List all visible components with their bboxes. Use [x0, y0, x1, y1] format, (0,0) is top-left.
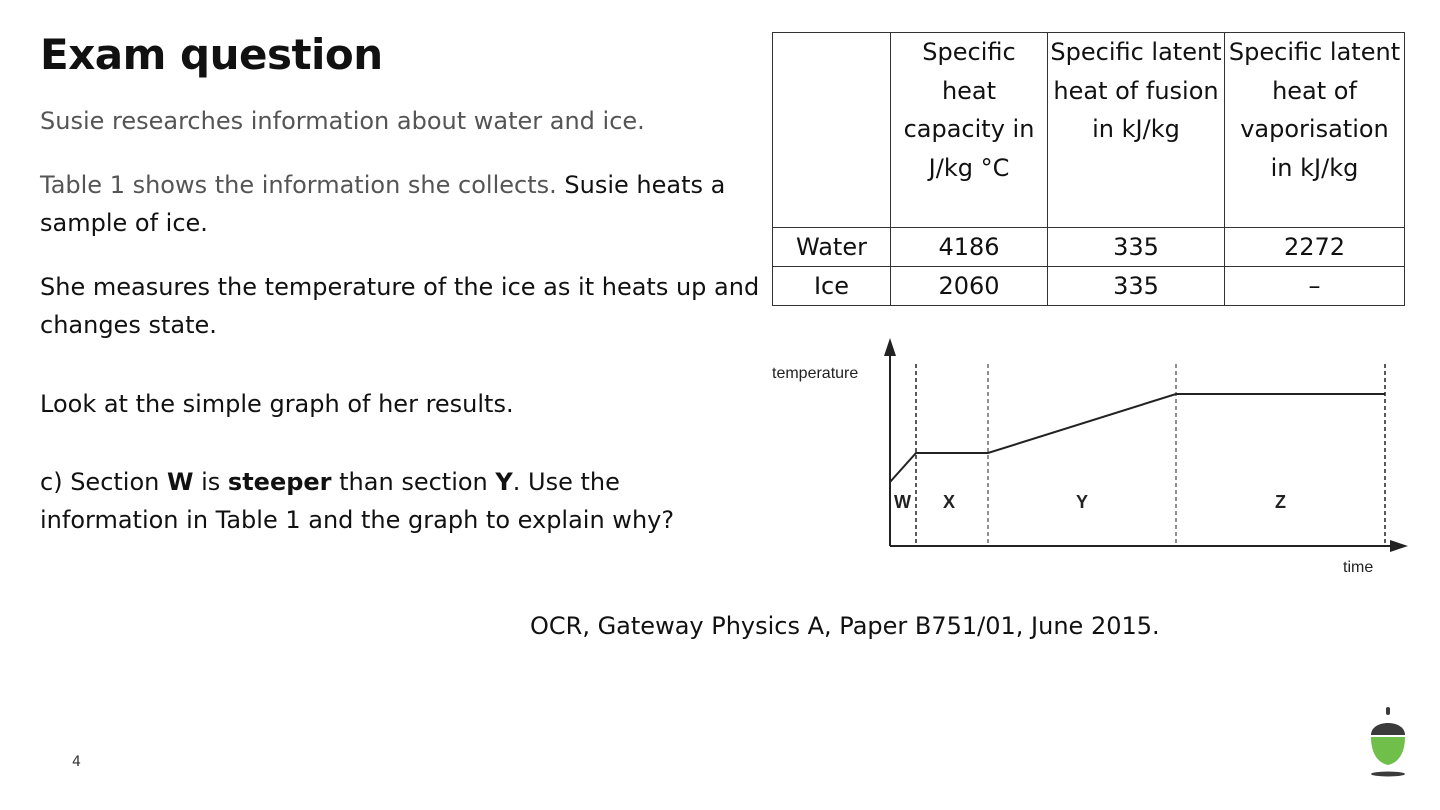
y-axis-arrow-icon: [884, 338, 896, 356]
steeper-word: steeper: [227, 468, 332, 496]
table-header-cell: [773, 33, 891, 228]
table-cell: Water: [773, 228, 891, 267]
x-axis-label: time: [1343, 559, 1374, 576]
page-title: Exam question: [40, 30, 383, 79]
section-y-label: Y: [495, 468, 513, 496]
section-label-z: Z: [1275, 492, 1286, 512]
section-label-x: X: [943, 492, 956, 512]
intro-text: Susie researches information about water and ice.: [40, 107, 645, 135]
question-c-text: [40, 463, 740, 539]
table-row: [773, 267, 1405, 306]
table-cell: Ice: [773, 267, 891, 306]
question-prefix: c) Section: [40, 468, 167, 496]
section-w-label: W: [166, 468, 194, 496]
table-cell: 335: [1048, 267, 1225, 306]
heating-curve-graph: [760, 330, 1420, 580]
section-label-w: W: [894, 492, 911, 512]
x-axis-arrow-icon: [1390, 540, 1408, 552]
table-intro-text: [40, 166, 760, 242]
table-header-cell: Specific heat capacity in J/kg °C: [891, 33, 1048, 228]
table-cell: 2272: [1225, 228, 1405, 267]
table-header-cell: Specific latent heat of vaporisation in kJ/kg: [1225, 33, 1405, 228]
question-is: is: [193, 468, 228, 496]
table-reference-text: Table 1 shows the information she collects.: [40, 171, 557, 199]
table-cell: 335: [1048, 228, 1225, 267]
table-cell: 2060: [891, 267, 1048, 306]
question-rest: . Use the information in Table 1 and the graph to explain why?: [40, 468, 675, 534]
page-number: 4: [72, 754, 81, 770]
table-cell: 4186: [891, 228, 1048, 267]
table-header-row: [773, 33, 1405, 228]
y-axis-label: temperature: [772, 365, 859, 382]
question-than: than section: [331, 468, 496, 496]
measurement-text: She measures the temperature of the ice as it heats up and changes state.: [40, 273, 760, 339]
graph-instruction-text: Look at the simple graph of her results.: [40, 390, 514, 418]
source-citation: OCR, Gateway Physics A, Paper B751/01, June 2015.: [530, 612, 1160, 640]
table-cell: –: [1225, 267, 1405, 306]
table-header-cell: Specific latent heat of fusion in kJ/kg: [1048, 33, 1225, 228]
heats-sample-text: Susie heats a sample of ice.: [40, 171, 726, 237]
acorn-logo-icon: [1365, 705, 1411, 779]
section-label-y: Y: [1076, 492, 1089, 512]
heating-curve-line: [890, 394, 1385, 482]
table-row: [773, 228, 1405, 267]
table-1: [772, 32, 1405, 306]
